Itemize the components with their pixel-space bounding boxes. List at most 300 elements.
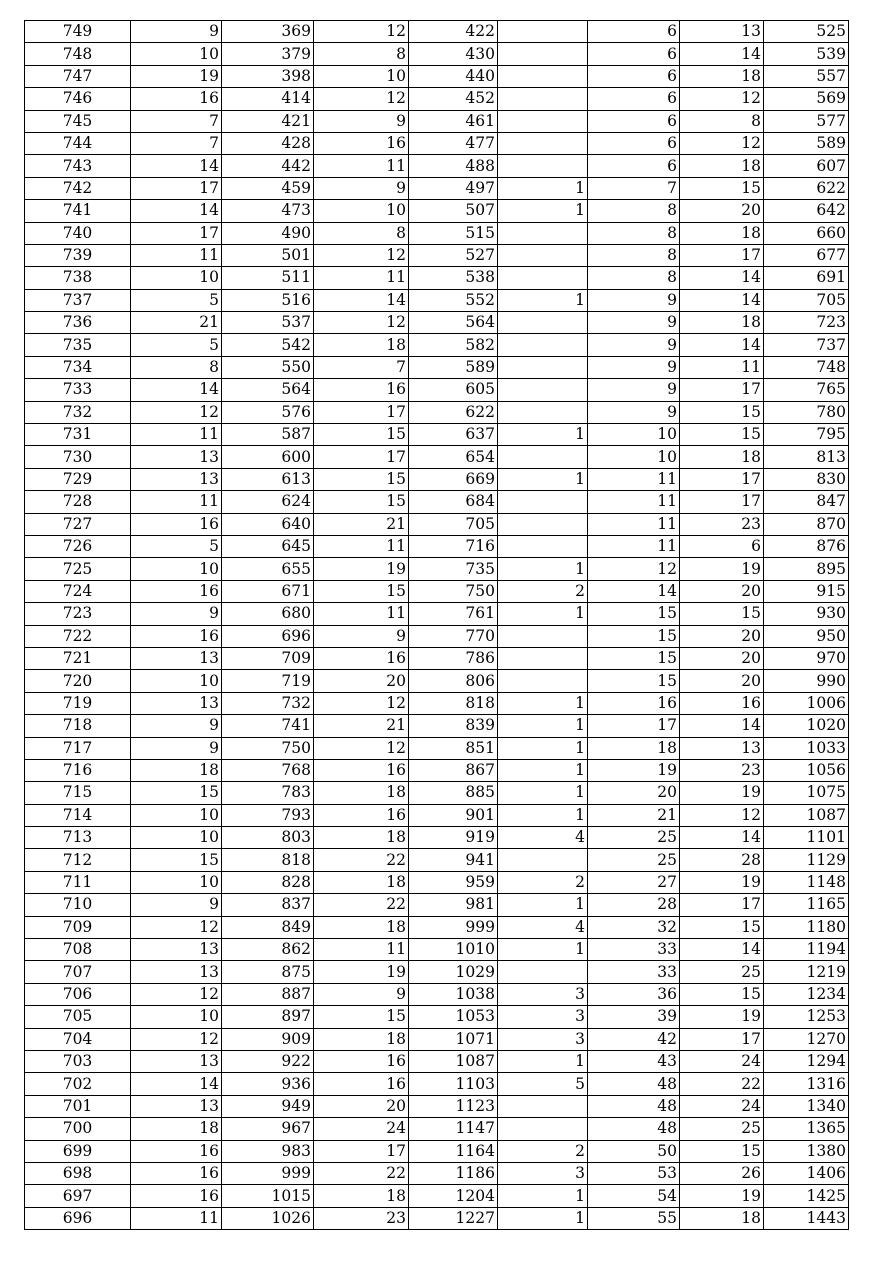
table-cell: 7: [131, 110, 222, 132]
score-cell: 700: [25, 1118, 131, 1140]
table-cell: 11: [314, 603, 409, 625]
table-cell: 6: [588, 21, 680, 43]
table-cell: 605: [409, 379, 498, 401]
table-cell: 542: [222, 334, 314, 356]
table-cell: 9: [314, 110, 409, 132]
score-cell: 748: [25, 43, 131, 65]
table-cell: 511: [222, 267, 314, 289]
table-cell: 10: [588, 446, 680, 468]
table-cell: 18: [680, 312, 764, 334]
table-cell: 9: [131, 603, 222, 625]
table-cell: 22: [314, 849, 409, 871]
table-cell: 11: [131, 424, 222, 446]
score-distribution-table: [24, 20, 849, 1230]
table-row: [25, 670, 849, 692]
table-cell: 557: [764, 65, 849, 87]
score-cell: 727: [25, 513, 131, 535]
table-cell: 876: [764, 535, 849, 557]
table-cell: 990: [764, 670, 849, 692]
table-cell: 6: [680, 535, 764, 557]
table-cell: 1164: [409, 1140, 498, 1162]
table-cell: 6: [588, 88, 680, 110]
table-cell: 11: [131, 1207, 222, 1229]
table-cell: 11: [131, 244, 222, 266]
score-cell: 714: [25, 804, 131, 826]
score-cell: 739: [25, 244, 131, 266]
table-cell: 1071: [409, 1028, 498, 1050]
table-cell: 527: [409, 244, 498, 266]
table-cell: 442: [222, 155, 314, 177]
table-cell: 11: [588, 491, 680, 513]
table-row: [25, 222, 849, 244]
table-cell: 15: [314, 491, 409, 513]
score-cell: 722: [25, 625, 131, 647]
table-cell: 1406: [764, 1162, 849, 1184]
table-cell: 12: [131, 916, 222, 938]
table-cell: 421: [222, 110, 314, 132]
table-row: [25, 737, 849, 759]
table-cell: 793: [222, 804, 314, 826]
table-cell: 16: [314, 132, 409, 154]
table-cell: 13: [131, 468, 222, 490]
table-cell: 459: [222, 177, 314, 199]
table-cell: 10: [131, 804, 222, 826]
table-cell: 18: [314, 334, 409, 356]
table-cell: 15: [314, 580, 409, 602]
table-cell: [498, 647, 588, 669]
table-body: [25, 21, 849, 1230]
table-cell: 19: [314, 558, 409, 580]
table-cell: 9: [314, 983, 409, 1005]
table-cell: 19: [680, 1185, 764, 1207]
table-cell: 587: [222, 424, 314, 446]
table-cell: 680: [222, 603, 314, 625]
table-cell: 10: [131, 871, 222, 893]
table-cell: 13: [680, 737, 764, 759]
table-cell: 1029: [409, 961, 498, 983]
table-cell: 20: [680, 647, 764, 669]
table-cell: 9: [588, 379, 680, 401]
table-cell: 1180: [764, 916, 849, 938]
table-cell: 936: [222, 1073, 314, 1095]
table-cell: 1: [498, 715, 588, 737]
table-cell: 732: [222, 692, 314, 714]
table-cell: 696: [222, 625, 314, 647]
table-cell: 39: [588, 1006, 680, 1028]
table-cell: 642: [764, 200, 849, 222]
table-cell: 1294: [764, 1050, 849, 1072]
table-cell: 589: [409, 356, 498, 378]
table-cell: 1204: [409, 1185, 498, 1207]
table-cell: 18: [314, 871, 409, 893]
table-cell: 48: [588, 1095, 680, 1117]
table-cell: 981: [409, 894, 498, 916]
table-cell: 24: [314, 1118, 409, 1140]
table-cell: 9: [588, 334, 680, 356]
table-cell: 19: [131, 65, 222, 87]
table-cell: [498, 401, 588, 423]
table-cell: 17: [314, 401, 409, 423]
table-cell: 16: [131, 1140, 222, 1162]
score-cell: 702: [25, 1073, 131, 1095]
table-cell: 422: [409, 21, 498, 43]
table-cell: 490: [222, 222, 314, 244]
table-cell: [498, 356, 588, 378]
table-cell: 12: [314, 737, 409, 759]
table-cell: 13: [131, 939, 222, 961]
table-cell: [498, 312, 588, 334]
table-cell: 27: [588, 871, 680, 893]
table-cell: 11: [314, 939, 409, 961]
table-cell: 25: [588, 827, 680, 849]
table-cell: 1020: [764, 715, 849, 737]
table-cell: [498, 849, 588, 871]
table-cell: 15: [314, 1006, 409, 1028]
table-row: [25, 1073, 849, 1095]
score-cell: 701: [25, 1095, 131, 1117]
table-cell: 20: [680, 580, 764, 602]
table-cell: 16: [588, 692, 680, 714]
table-row: [25, 961, 849, 983]
table-cell: 25: [588, 849, 680, 871]
score-cell: 745: [25, 110, 131, 132]
table-cell: 17: [131, 177, 222, 199]
table-cell: 16: [131, 625, 222, 647]
table-cell: 16: [131, 1162, 222, 1184]
table-cell: 5: [131, 289, 222, 311]
table-cell: 870: [764, 513, 849, 535]
table-cell: 9: [131, 715, 222, 737]
table-cell: 1087: [409, 1050, 498, 1072]
table-cell: 12: [680, 132, 764, 154]
table-cell: [498, 222, 588, 244]
table-cell: 818: [409, 692, 498, 714]
table-cell: 18: [680, 222, 764, 244]
table-cell: 17: [680, 894, 764, 916]
table-cell: 23: [680, 513, 764, 535]
score-cell: 733: [25, 379, 131, 401]
table-cell: 1: [498, 1207, 588, 1229]
table-cell: 761: [409, 603, 498, 625]
table-cell: 36: [588, 983, 680, 1005]
table-cell: 12: [314, 88, 409, 110]
table-row: [25, 424, 849, 446]
table-cell: 9: [131, 737, 222, 759]
table-row: [25, 88, 849, 110]
table-cell: 20: [314, 670, 409, 692]
table-cell: 1: [498, 759, 588, 781]
table-cell: 18: [314, 782, 409, 804]
table-cell: 9: [314, 625, 409, 647]
table-cell: 851: [409, 737, 498, 759]
table-cell: 1316: [764, 1073, 849, 1095]
table-cell: 14: [680, 827, 764, 849]
table-cell: 25: [680, 1118, 764, 1140]
table-cell: 1: [498, 939, 588, 961]
table-cell: 564: [409, 312, 498, 334]
table-cell: 17: [680, 244, 764, 266]
table-cell: 19: [680, 871, 764, 893]
table-cell: 750: [222, 737, 314, 759]
table-cell: [498, 110, 588, 132]
table-cell: 780: [764, 401, 849, 423]
table-cell: 428: [222, 132, 314, 154]
table-cell: 577: [764, 110, 849, 132]
table-cell: [498, 670, 588, 692]
table-cell: 1253: [764, 1006, 849, 1028]
table-cell: 949: [222, 1095, 314, 1117]
table-cell: 18: [680, 1207, 764, 1229]
table-cell: [498, 446, 588, 468]
table-cell: 950: [764, 625, 849, 647]
table-cell: 885: [409, 782, 498, 804]
table-cell: 13: [131, 647, 222, 669]
table-cell: 13: [131, 446, 222, 468]
table-row: [25, 916, 849, 938]
table-cell: 473: [222, 200, 314, 222]
table-row: [25, 535, 849, 557]
table-cell: 50: [588, 1140, 680, 1162]
table-cell: 430: [409, 43, 498, 65]
table-cell: [498, 267, 588, 289]
table-cell: 1365: [764, 1118, 849, 1140]
table-row: [25, 1140, 849, 1162]
table-cell: 622: [409, 401, 498, 423]
table-row: [25, 804, 849, 826]
score-cell: 732: [25, 401, 131, 423]
table-cell: 1: [498, 737, 588, 759]
table-cell: 18: [588, 737, 680, 759]
table-cell: 7: [588, 177, 680, 199]
table-cell: 1270: [764, 1028, 849, 1050]
table-cell: 515: [409, 222, 498, 244]
table-cell: [498, 155, 588, 177]
table-cell: 14: [588, 580, 680, 602]
table-cell: 15: [680, 983, 764, 1005]
table-cell: 11: [588, 513, 680, 535]
table-cell: 53: [588, 1162, 680, 1184]
table-cell: 18: [680, 446, 764, 468]
score-cell: 729: [25, 468, 131, 490]
table-cell: 539: [764, 43, 849, 65]
table-cell: [498, 379, 588, 401]
score-cell: 746: [25, 88, 131, 110]
table-row: [25, 356, 849, 378]
table-cell: 8: [131, 356, 222, 378]
table-cell: 983: [222, 1140, 314, 1162]
table-row: [25, 43, 849, 65]
table-cell: 637: [409, 424, 498, 446]
score-cell: 715: [25, 782, 131, 804]
table-cell: 6: [588, 65, 680, 87]
table-row: [25, 491, 849, 513]
table-cell: 12: [680, 804, 764, 826]
table-cell: 684: [409, 491, 498, 513]
table-row: [25, 1006, 849, 1028]
table-cell: 875: [222, 961, 314, 983]
table-cell: 1147: [409, 1118, 498, 1140]
table-cell: 21: [314, 715, 409, 737]
table-row: [25, 65, 849, 87]
table-cell: 14: [314, 289, 409, 311]
table-cell: 830: [764, 468, 849, 490]
table-cell: [498, 491, 588, 513]
table-cell: 33: [588, 961, 680, 983]
table-cell: 806: [409, 670, 498, 692]
table-cell: 11: [680, 356, 764, 378]
table-cell: 17: [588, 715, 680, 737]
table-cell: 1443: [764, 1207, 849, 1229]
table-cell: 8: [588, 200, 680, 222]
table-row: [25, 379, 849, 401]
table-row: [25, 715, 849, 737]
table-cell: 15: [680, 424, 764, 446]
table-cell: 922: [222, 1050, 314, 1072]
table-cell: 477: [409, 132, 498, 154]
table-cell: 1165: [764, 894, 849, 916]
table-cell: 941: [409, 849, 498, 871]
table-row: [25, 983, 849, 1005]
score-cell: 736: [25, 312, 131, 334]
table-cell: 645: [222, 535, 314, 557]
table-cell: 398: [222, 65, 314, 87]
table-cell: 13: [131, 961, 222, 983]
table-cell: 3: [498, 1006, 588, 1028]
table-cell: 16: [314, 647, 409, 669]
table-cell: 4: [498, 916, 588, 938]
table-cell: 1: [498, 200, 588, 222]
table-cell: 24: [680, 1050, 764, 1072]
table-cell: 12: [588, 558, 680, 580]
table-cell: 970: [764, 647, 849, 669]
table-row: [25, 827, 849, 849]
table-cell: 18: [314, 1028, 409, 1050]
table-cell: 2: [498, 580, 588, 602]
table-cell: 10: [131, 43, 222, 65]
table-cell: 25: [680, 961, 764, 983]
table-cell: 16: [314, 759, 409, 781]
table-cell: 16: [131, 1185, 222, 1207]
table-row: [25, 558, 849, 580]
table-cell: 1: [498, 603, 588, 625]
table-cell: 837: [222, 894, 314, 916]
table-row: [25, 1028, 849, 1050]
score-cell: 723: [25, 603, 131, 625]
score-cell: 749: [25, 21, 131, 43]
table-row: [25, 289, 849, 311]
table-row: [25, 1118, 849, 1140]
table-cell: 22: [680, 1073, 764, 1095]
table-cell: 18: [314, 916, 409, 938]
table-cell: 20: [588, 782, 680, 804]
table-cell: 14: [131, 1073, 222, 1095]
table-cell: 6: [588, 43, 680, 65]
table-cell: 15: [588, 647, 680, 669]
table-cell: 18: [680, 65, 764, 87]
table-cell: 716: [409, 535, 498, 557]
table-cell: 862: [222, 939, 314, 961]
table-cell: 770: [409, 625, 498, 647]
score-cell: 710: [25, 894, 131, 916]
table-row: [25, 200, 849, 222]
table-cell: 5: [131, 334, 222, 356]
table-cell: 3: [498, 1162, 588, 1184]
table-cell: 1053: [409, 1006, 498, 1028]
table-cell: 1234: [764, 983, 849, 1005]
table-cell: 14: [680, 267, 764, 289]
table-cell: 1: [498, 894, 588, 916]
table-cell: 14: [680, 715, 764, 737]
table-row: [25, 513, 849, 535]
table-cell: 1: [498, 177, 588, 199]
table-cell: 501: [222, 244, 314, 266]
table-cell: 14: [131, 155, 222, 177]
table-cell: 11: [131, 491, 222, 513]
score-cell: 730: [25, 446, 131, 468]
score-cell: 705: [25, 1006, 131, 1028]
table-cell: 497: [409, 177, 498, 199]
table-cell: 999: [409, 916, 498, 938]
table-row: [25, 580, 849, 602]
table-row: [25, 267, 849, 289]
score-cell: 724: [25, 580, 131, 602]
table-cell: 8: [588, 267, 680, 289]
score-cell: 699: [25, 1140, 131, 1162]
table-cell: 9: [131, 21, 222, 43]
table-cell: 10: [314, 200, 409, 222]
table-cell: 1033: [764, 737, 849, 759]
table-cell: [498, 1095, 588, 1117]
table-cell: 9: [314, 177, 409, 199]
score-cell: 696: [25, 1207, 131, 1229]
table-cell: 8: [588, 222, 680, 244]
table-cell: 750: [409, 580, 498, 602]
table-cell: 18: [314, 1185, 409, 1207]
table-cell: 17: [680, 468, 764, 490]
table-cell: 2: [498, 1140, 588, 1162]
table-cell: 1219: [764, 961, 849, 983]
table-cell: [498, 21, 588, 43]
table-cell: 1026: [222, 1207, 314, 1229]
table-row: [25, 849, 849, 871]
table-cell: 1056: [764, 759, 849, 781]
table-cell: 12: [680, 88, 764, 110]
table-cell: 537: [222, 312, 314, 334]
table-cell: 6: [588, 155, 680, 177]
table-cell: 828: [222, 871, 314, 893]
score-cell: 707: [25, 961, 131, 983]
table-cell: 16: [131, 88, 222, 110]
table-cell: 624: [222, 491, 314, 513]
table-row: [25, 1095, 849, 1117]
table-cell: 1015: [222, 1185, 314, 1207]
table-row: [25, 894, 849, 916]
table-cell: 379: [222, 43, 314, 65]
table-cell: 564: [222, 379, 314, 401]
score-cell: 747: [25, 65, 131, 87]
table-cell: 17: [314, 446, 409, 468]
table-cell: 23: [314, 1207, 409, 1229]
table-cell: 18: [314, 827, 409, 849]
score-cell: 719: [25, 692, 131, 714]
table-cell: [498, 1118, 588, 1140]
table-cell: 640: [222, 513, 314, 535]
table-row: [25, 603, 849, 625]
score-cell: 743: [25, 155, 131, 177]
table-cell: 654: [409, 446, 498, 468]
table-cell: 786: [409, 647, 498, 669]
table-cell: 6: [588, 132, 680, 154]
